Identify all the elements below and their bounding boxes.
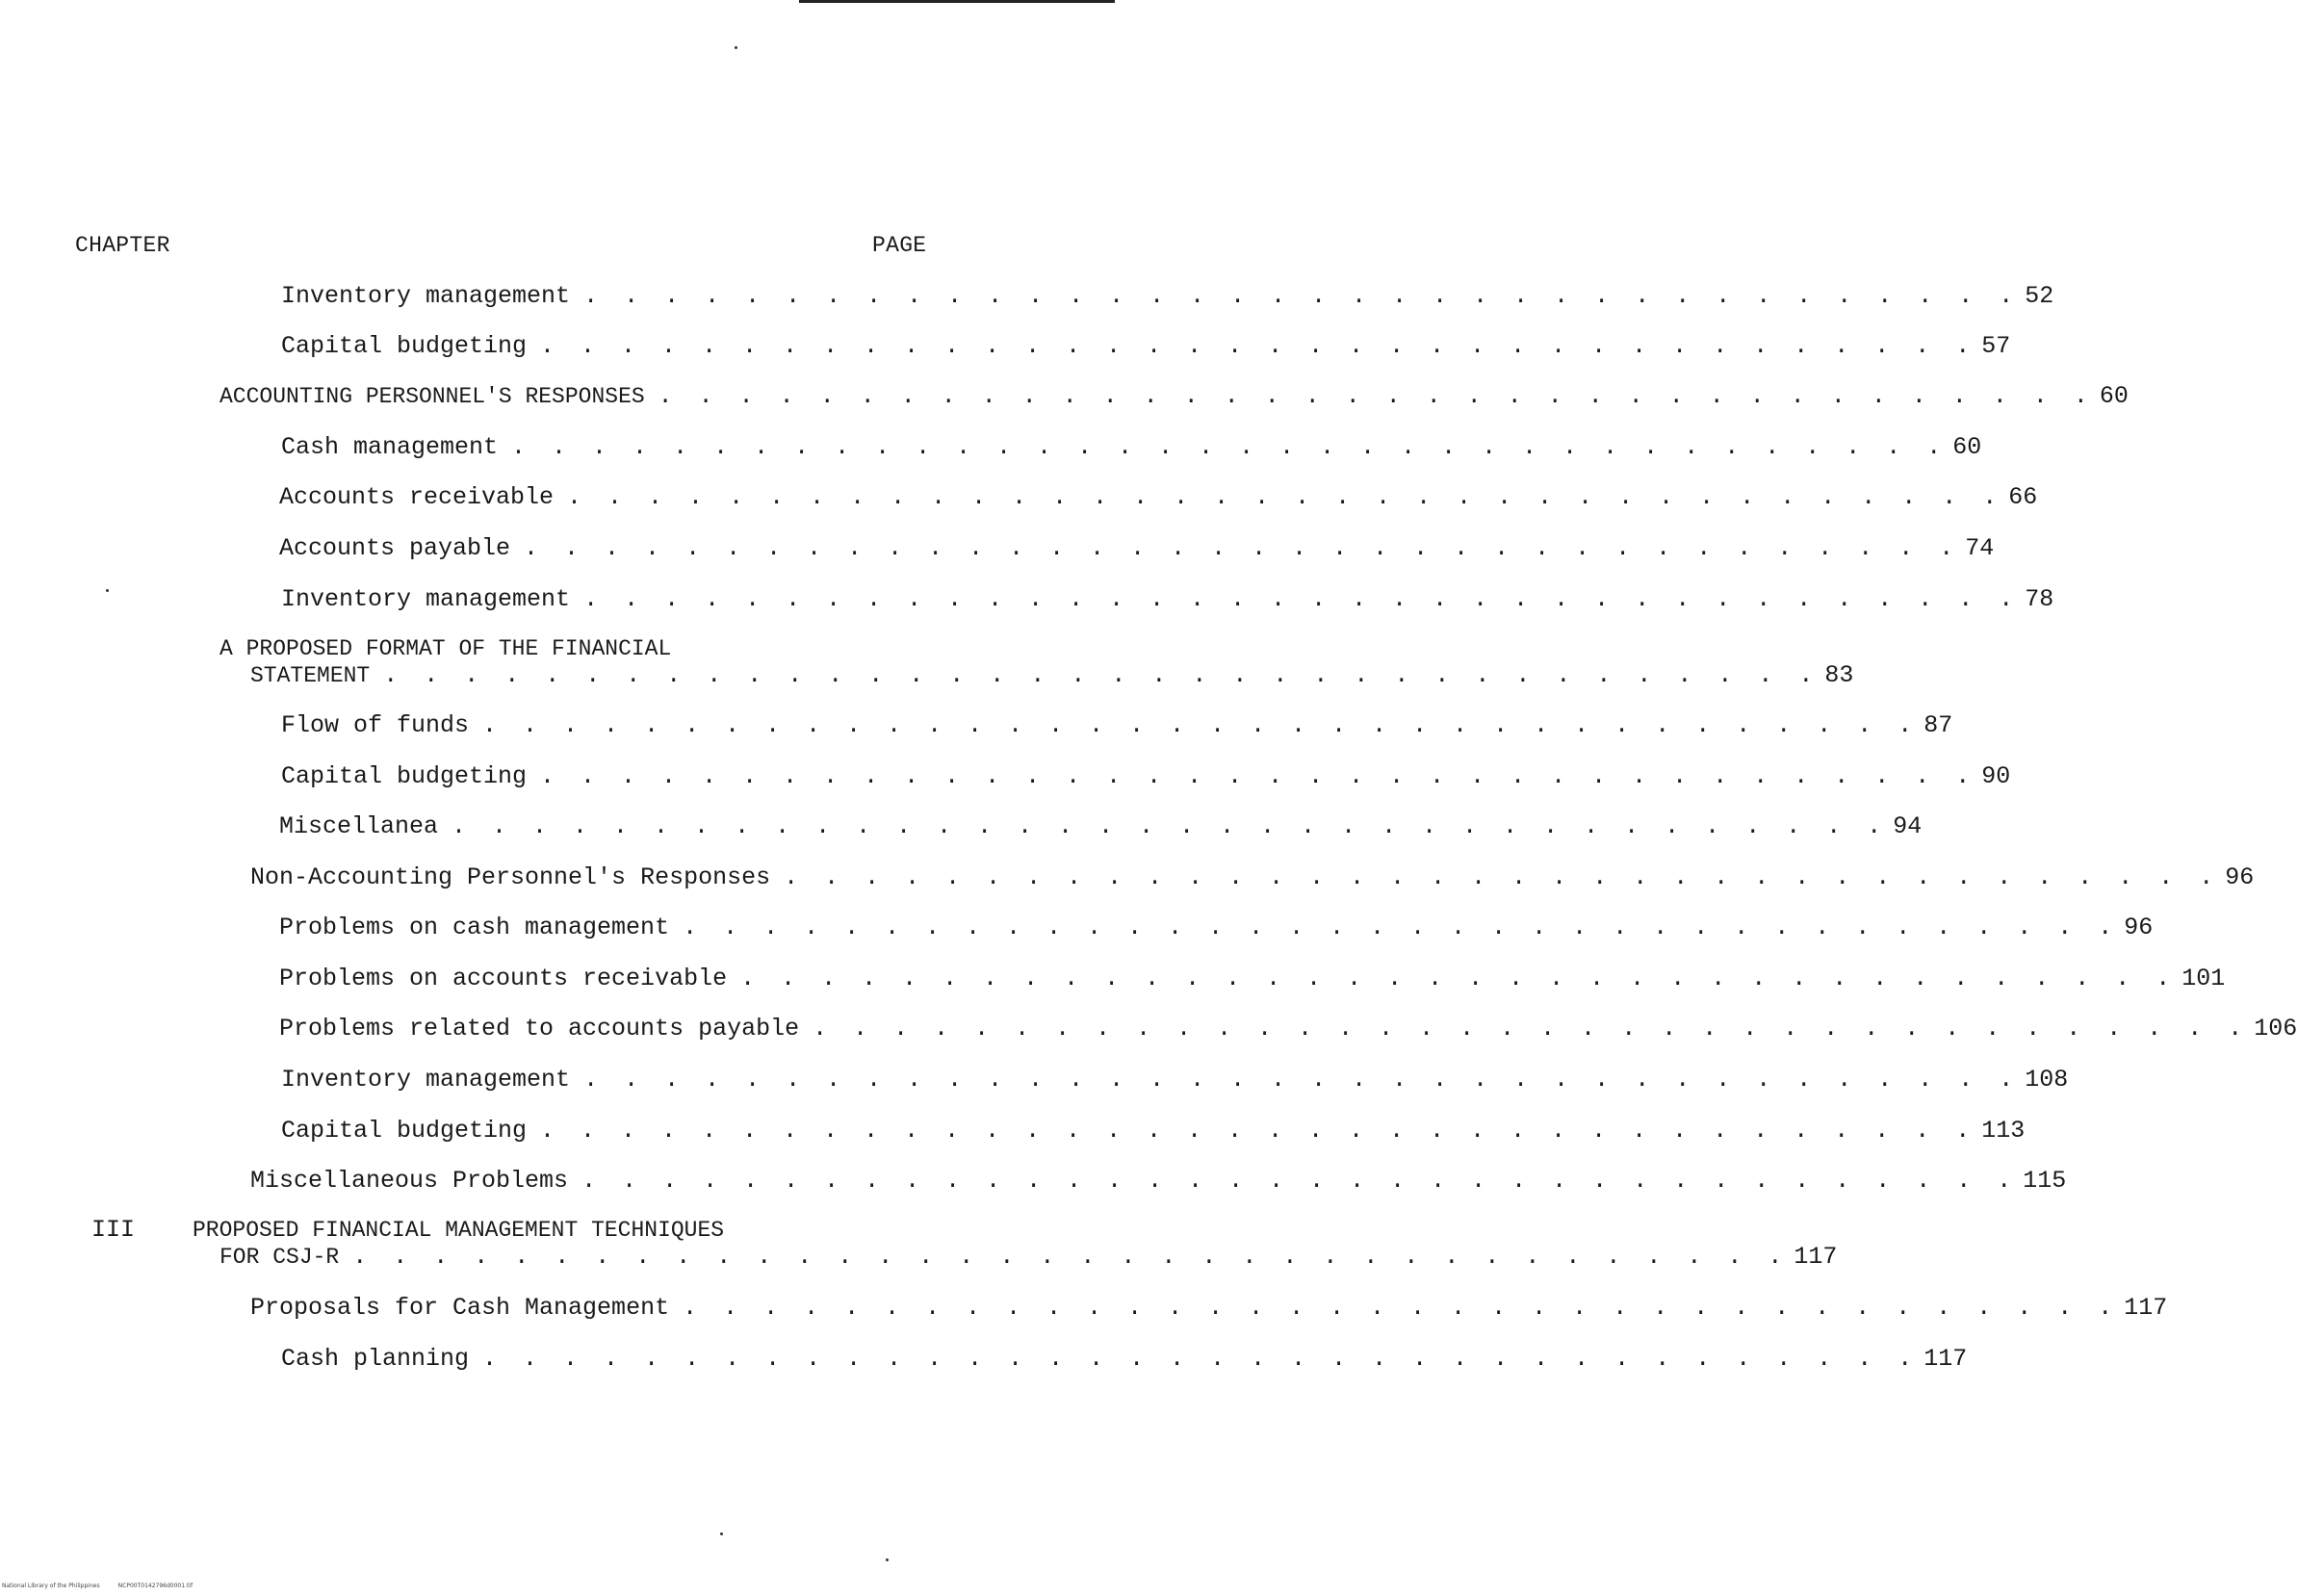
toc-entry-page: 96: [2225, 863, 2255, 891]
toc-entry-page: 57: [1981, 332, 2011, 360]
toc-entry-title: Cash planning: [281, 1345, 470, 1373]
toc-entry-title: ACCOUNTING PERSONNEL'S RESPONSES: [219, 384, 645, 409]
toc-entry-page: 101: [2181, 965, 2226, 992]
leader-dots: . . . . . . . . . . . . . . . . . . . . . . . . . . . . . . . . . . . .: [482, 711, 1919, 739]
toc-entry-title: Accounts payable: [279, 534, 511, 562]
toc-entry-page: 83: [1824, 661, 1854, 689]
leader-dots: . . . . . . . . . . . . . . . . . . . . . . . . . . . . . . . . . . . .: [784, 863, 2220, 891]
toc-entry-title: Accounts receivable: [279, 483, 555, 511]
leader-dots: . . . . . . . . . . . . . . . . . . . . . . . . . . . . . . . . . . . .: [540, 1117, 1976, 1145]
toc-entry-title: Capital budgeting: [281, 762, 528, 790]
scan-speck: [735, 46, 737, 49]
scan-speck: [106, 589, 109, 592]
toc-entry: [281, 433, 1982, 461]
toc-entry: [281, 282, 2054, 310]
toc-entry-title: Problems on cash management: [279, 914, 670, 941]
leader-dots: . . . . . . . . . . . . . . . . . . . . . . . . . . . . . . . . . . . .: [567, 483, 2003, 511]
leader-dots: . . . . . . . . . . . . . . . . . . . . . . . . . . . . . . . . . . . .: [583, 282, 2020, 310]
toc-entry-page: 66: [2008, 483, 2038, 511]
leader-dots: . . . . . . . . . . . . . . . . . . . . . . . . . . . . . . . . . . . .: [540, 762, 1976, 790]
toc-entry-title: Capital budgeting: [281, 332, 528, 360]
leader-dots: . . . . . . . . . . . . . . . . . . . . . . . . . . . . . . . . . . . .: [524, 534, 1960, 562]
leader-dots: . . . . . . . . . . . . . . . . . . . . . . . . . . . . . . . . . . . .: [813, 1015, 2249, 1043]
toc-entry: [281, 711, 1953, 739]
toc-subsection-entry: [250, 863, 2255, 891]
toc-subsection-entry: [250, 1294, 2168, 1322]
toc-entry-page: 117: [1923, 1345, 1968, 1373]
toc-entry: [281, 1117, 2026, 1145]
toc-entry: [279, 965, 2226, 992]
toc-entry-page: 74: [1965, 534, 1995, 562]
toc-entry-page: 60: [2099, 382, 2129, 410]
toc-entry: [279, 812, 1923, 840]
toc-entry-title: Inventory management: [281, 282, 571, 310]
footer-library: National Library of the Philippines: [2, 1583, 100, 1589]
leader-dots: . . . . . . . . . . . . . . . . . . . . . . . . . . . . . . . . . . . .: [452, 812, 1888, 840]
toc-entry: [279, 534, 1995, 562]
toc-entry-title: Flow of funds: [281, 711, 470, 739]
toc-entry-title: Non-Accounting Personnel's Responses: [250, 863, 771, 891]
leader-dots: . . . . . . . . . . . . . . . . . . . . . . . . . . . . . . . . . . . .: [540, 332, 1976, 360]
leader-dots: . . . . . . . . . . . . . . . . . . . . . . . . . . . . . . . . . . . .: [511, 433, 1948, 461]
leader-dots: . . . . . . . . . . . . . . . . . . . . . . . . . . . . . . . . . . . .: [583, 1066, 2020, 1094]
leader-dots: . . . . . . . . . . . . . . . . . . . . . . . . . . . . . . . . . . . .: [683, 1294, 2119, 1322]
toc-entry-title: Inventory management: [281, 585, 571, 613]
toc-entry: [281, 1066, 2069, 1094]
toc-entry: [279, 483, 2038, 511]
toc-entry: [281, 332, 2011, 360]
toc-entry-page: 96: [2124, 914, 2154, 941]
toc-entry-title: Inventory management: [281, 1066, 571, 1094]
toc-section-entry-title: A PROPOSED FORMAT OF THE FINANCIAL: [219, 636, 672, 661]
toc-entry-page: 108: [2025, 1066, 2069, 1094]
toc-entry-page: 94: [1893, 812, 1923, 840]
scan-speck: [720, 1532, 723, 1535]
toc-entry-page: 106: [2254, 1015, 2297, 1043]
toc-entry-title: Capital budgeting: [281, 1117, 528, 1145]
toc-entry: [279, 914, 2154, 941]
toc-subsection-entry: [250, 1167, 2067, 1195]
toc-section-entry: [219, 382, 2129, 410]
toc-entry-page: 115: [2023, 1167, 2067, 1195]
chapter-number: III: [91, 1216, 136, 1244]
scan-footer: [2, 1583, 193, 1589]
toc-entry: [281, 585, 2054, 613]
toc-chapter-entry: [219, 1243, 1838, 1271]
chapter-column-header: CHAPTER: [75, 233, 170, 258]
leader-dots: . . . . . . . . . . . . . . . . . . . . . . . . . . . . . . . . . . . .: [583, 585, 2020, 613]
toc-entry-title: Miscellaneous Problems: [250, 1167, 569, 1195]
scan-edge-line: [799, 0, 1115, 3]
leader-dots: . . . . . . . . . . . . . . . . . . . . . . . . . . . . . . . . . . . .: [352, 1243, 1789, 1271]
toc-entry: [281, 762, 2011, 790]
toc-entry-title: Problems on accounts receivable: [279, 965, 728, 992]
toc-entry: [281, 1345, 1968, 1373]
toc-entry-page: 87: [1923, 711, 1953, 739]
leader-dots: . . . . . . . . . . . . . . . . . . . . . . . . . . . . . . . . . . . .: [383, 661, 1820, 689]
toc-entry-page: 60: [1952, 433, 1982, 461]
scan-speck: [886, 1558, 889, 1561]
toc-entry-page: 52: [2025, 282, 2054, 310]
leader-dots: . . . . . . . . . . . . . . . . . . . . . . . . . . . . . . . . . . . .: [482, 1345, 1919, 1373]
leader-dots: . . . . . . . . . . . . . . . . . . . . . . . . . . . . . . . . . . . .: [581, 1167, 2018, 1195]
toc-entry-title: Cash management: [281, 433, 499, 461]
toc-entry-page: 113: [1981, 1117, 2026, 1145]
toc-entry-page: 117: [2124, 1294, 2168, 1322]
footer-file-id: NCP00T0142796d0001.tif: [117, 1583, 194, 1589]
toc-entry-page: 78: [2025, 585, 2054, 613]
leader-dots: . . . . . . . . . . . . . . . . . . . . . . . . . . . . . . . . . . . .: [683, 914, 2119, 941]
toc-entry-title: Miscellanea: [279, 812, 439, 840]
toc-entry-page: 90: [1981, 762, 2011, 790]
leader-dots: . . . . . . . . . . . . . . . . . . . . . . . . . . . . . . . . . . . .: [740, 965, 2177, 992]
page-column-header: PAGE: [872, 233, 927, 258]
toc-entry-title: Proposals for Cash Management: [250, 1294, 670, 1322]
chapter-title: PROPOSED FINANCIAL MANAGEMENT TECHNIQUES: [193, 1218, 725, 1243]
toc-section-entry: [250, 661, 1854, 689]
leader-dots: . . . . . . . . . . . . . . . . . . . . . . . . . . . . . . . . . . . .: [658, 382, 2094, 410]
toc-entry-title: Problems related to accounts payable: [279, 1015, 800, 1043]
toc-entry: [279, 1015, 2297, 1043]
toc-entry-page: 117: [1794, 1243, 1838, 1271]
chapter-title-continued: FOR CSJ-R: [219, 1245, 340, 1270]
toc-entry-title-continued: STATEMENT: [250, 663, 371, 688]
